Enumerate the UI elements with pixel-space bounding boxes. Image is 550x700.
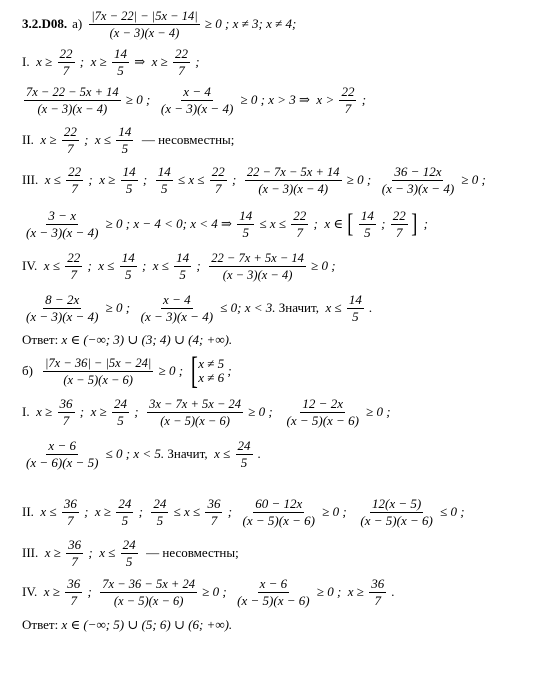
line-5 <box>22 206 542 242</box>
label-text: IV. <box>22 584 38 599</box>
label-text: Значит, <box>278 300 319 315</box>
fraction <box>391 209 408 240</box>
fraction-denominator: 5 <box>156 512 164 528</box>
fraction-numerator: 22 − 7x − 5x + 14 <box>246 164 340 179</box>
label-text: Значит, <box>167 446 208 461</box>
fraction <box>43 356 153 387</box>
fraction <box>147 397 243 428</box>
fraction-numerator: 36 <box>67 575 81 591</box>
fraction <box>66 165 83 196</box>
line-2 <box>22 82 542 118</box>
math-text: x ≥ <box>33 132 60 147</box>
fraction-numerator: 36 <box>59 395 73 411</box>
fraction <box>24 209 100 240</box>
fraction-numerator: 3x − 7x + 5x − 24 <box>149 396 242 411</box>
line-13 <box>22 536 542 570</box>
line-7 <box>22 290 542 326</box>
fraction <box>89 9 199 40</box>
fraction-denominator: (x − 6)(x − 5) <box>26 454 99 470</box>
fraction-denominator: (x − 5)(x − 6) <box>160 413 230 428</box>
fraction <box>151 497 168 528</box>
label-text: I. <box>22 54 30 69</box>
math-text: x ≥ <box>38 545 65 560</box>
line-15 <box>22 616 542 634</box>
fraction <box>62 125 79 156</box>
math-text: ≥ 0 ; x ≠ 3; x ≠ 4; <box>201 16 297 31</box>
math-text: ; x ≤ <box>84 258 118 273</box>
math-text: ≤ 0 ; <box>436 504 465 519</box>
fraction <box>112 397 129 428</box>
math-text: ; x ≥ <box>80 504 115 519</box>
fraction <box>205 497 222 528</box>
big-bracket: ] <box>411 209 418 238</box>
fraction-denominator: 5 <box>125 553 133 569</box>
fraction <box>112 47 129 78</box>
math-text: x ≥ <box>29 404 56 419</box>
fraction <box>285 397 361 428</box>
fraction-numerator: 36 − 12x <box>394 163 442 179</box>
math-text: ; <box>193 258 208 273</box>
math-text: ; x ≤ <box>85 545 119 560</box>
fraction-denominator: 7 <box>344 100 352 116</box>
part-b-label: б) <box>22 363 33 378</box>
fraction-denominator: 7 <box>70 592 77 608</box>
fraction-numerator: 8 − 2x <box>45 291 80 307</box>
fraction <box>173 47 190 78</box>
fraction-denominator: 5 <box>179 266 186 282</box>
fraction-numerator: 14 <box>239 207 253 223</box>
fraction <box>209 251 306 282</box>
fraction <box>359 209 376 240</box>
fraction-numerator: 14 <box>157 163 171 179</box>
fraction-numerator: 14 <box>348 291 362 307</box>
math-text: x ≤ <box>37 258 64 273</box>
fraction-denominator: 5 <box>352 308 359 324</box>
fraction <box>174 251 191 282</box>
fraction-numerator: 22 <box>341 83 355 99</box>
fraction-numerator: 24 <box>237 437 251 453</box>
fraction-denominator: 5 <box>242 224 249 240</box>
label-text: III. <box>22 172 39 187</box>
fraction-numerator: 14 <box>118 123 132 139</box>
fraction <box>121 538 138 569</box>
fraction <box>66 538 83 569</box>
fraction <box>235 577 311 608</box>
line-1 <box>22 46 542 78</box>
fraction <box>210 165 227 196</box>
math-text: ; <box>192 54 200 69</box>
fraction <box>58 397 75 428</box>
fraction <box>347 293 364 324</box>
math-text: x ∈ (−∞; 3) ∪ (3; 4) ∪ (4; +∞). <box>61 332 233 347</box>
fraction-denominator: (x − 5)(x − 6) <box>63 372 133 387</box>
math-text: ; <box>84 584 99 599</box>
system-row: x ≠ 6 <box>198 370 225 385</box>
math-text: ; <box>377 216 389 231</box>
fraction-numerator: 22 <box>392 207 406 223</box>
line-6 <box>22 248 542 284</box>
math-text: ; x ≥ <box>76 54 110 69</box>
fraction-denominator: (x − 5)(x − 6) <box>237 592 310 608</box>
line-3 <box>22 124 542 156</box>
label-text: II. <box>22 504 34 519</box>
fraction-denominator: (x − 3)(x − 4) <box>140 308 214 324</box>
fraction-denominator: 7 <box>71 180 78 196</box>
fraction-denominator: 7 <box>210 512 218 528</box>
label-text: — несовместны; <box>135 132 235 147</box>
math-text: ≥ 0 ; <box>458 172 486 187</box>
math-text: x ≥ <box>29 54 56 69</box>
line-10 <box>22 394 542 430</box>
fraction <box>380 165 456 196</box>
math-text: x ≤ <box>207 446 234 461</box>
math-text: ⇒ x ≥ <box>130 54 172 69</box>
fraction <box>291 209 308 240</box>
fraction-denominator: 5 <box>121 512 129 528</box>
fraction-denominator: 7 <box>374 592 381 608</box>
math-text: ≤ 0; x < 3. <box>217 300 279 315</box>
fraction <box>24 439 100 470</box>
math-text: ≤ x ≤ <box>174 172 208 187</box>
fraction-denominator: 5 <box>117 62 124 78</box>
fraction-denominator: 7 <box>396 224 403 240</box>
fraction-denominator: 5 <box>125 180 133 196</box>
fraction <box>121 165 138 196</box>
math-text: ≥ 0 ; x > 3 ⇒ x > <box>237 92 338 107</box>
fraction-denominator: (x − 3)(x − 4) <box>37 101 108 116</box>
math-text: ; <box>228 172 243 187</box>
fraction-numerator: 22 <box>63 123 77 139</box>
line-14 <box>22 574 542 610</box>
math-text: ≥ 0 ; <box>198 584 234 599</box>
fraction-denominator: (x − 3)(x − 4) <box>222 267 293 282</box>
label-text: I. <box>22 404 30 419</box>
fraction-denominator: (x − 3)(x − 4) <box>160 100 234 116</box>
math-text: ; x ≥ <box>76 404 110 419</box>
label-text: — несовместны; <box>139 545 239 560</box>
fraction-denominator: (x − 3)(x − 4) <box>26 224 99 240</box>
label-text: II. <box>22 132 34 147</box>
label-text: III. <box>22 545 39 560</box>
line-4 <box>22 162 542 198</box>
fraction-denominator: 7 <box>296 224 303 240</box>
line-9 <box>22 350 542 392</box>
fraction-numerator: x − 4 <box>183 83 211 99</box>
fraction-denominator: (x − 5)(x − 6) <box>242 512 315 528</box>
fraction-denominator: 5 <box>160 180 168 196</box>
fraction-numerator: 22 <box>293 207 307 223</box>
label-text: Ответ: <box>22 332 62 347</box>
fraction-denominator: (x − 5)(x − 6) <box>286 412 359 428</box>
fraction-denominator: (x − 3)(x − 4) <box>258 181 329 196</box>
math-text: ; x ∈ <box>310 216 347 231</box>
math-text: ; x ≤ <box>80 132 115 147</box>
fraction <box>120 251 137 282</box>
fraction-numerator: x − 6 <box>48 437 76 453</box>
fraction-denominator: 7 <box>67 512 74 528</box>
fraction <box>24 85 121 116</box>
fraction-numerator: 36 <box>207 495 221 511</box>
math-text: ; <box>130 404 146 419</box>
math-text: ≥ 0 ; <box>245 404 283 419</box>
fraction-numerator: 22 <box>211 163 225 179</box>
fraction-numerator: 24 <box>153 495 167 511</box>
condition-system <box>190 350 225 392</box>
math-text: ≥ 0 ; <box>122 92 157 107</box>
fraction-numerator: 36 <box>68 536 82 552</box>
fraction-numerator: |7x − 36| − |5x − 24| <box>44 355 152 370</box>
math-text: x ≥ <box>37 584 64 599</box>
math-text: x ≤ <box>318 300 345 315</box>
math-text: ≤ x ≤ <box>170 504 204 519</box>
fraction-denominator: 5 <box>364 224 371 240</box>
fraction <box>358 497 434 528</box>
math-text: x ∈ (−∞; 5) ∪ (5; 6) ∪ (6; +∞). <box>61 617 233 632</box>
fraction <box>62 497 79 528</box>
line-0 <box>22 6 542 42</box>
fraction-numerator: 14 <box>176 249 190 265</box>
math-text: ≥ 0 ; <box>362 404 391 419</box>
line-11 <box>22 436 542 472</box>
math-text: ≥ 0 ; <box>155 363 190 378</box>
math-text: . <box>254 446 261 461</box>
fraction-denominator: (x − 3)(x − 4) <box>109 25 180 40</box>
fraction-denominator: 7 <box>71 553 78 569</box>
fraction-numerator: 14 <box>113 45 127 61</box>
math-text: ≥ 0 ; x − 4 < 0; x < 4 ⇒ <box>102 216 236 231</box>
math-text: x ≤ <box>38 172 65 187</box>
fraction-denominator: 7 <box>67 140 74 156</box>
math-text: ; x ≥ <box>85 172 119 187</box>
fraction <box>237 209 254 240</box>
math-text: ; <box>420 216 429 231</box>
fraction <box>116 125 133 156</box>
fraction <box>65 251 82 282</box>
math-text: . <box>365 300 373 315</box>
fraction <box>58 47 75 78</box>
fraction <box>116 497 133 528</box>
line-8 <box>22 331 542 349</box>
fraction-denominator: 5 <box>121 140 129 156</box>
math-text: ≤ x ≤ <box>256 216 290 231</box>
problem-id: 3.2.D08. <box>22 16 68 31</box>
math-text: ≥ 0 ; <box>307 258 336 273</box>
math-text: ≥ 0 ; x ≥ <box>313 584 368 599</box>
fraction <box>156 165 173 196</box>
fraction-denominator: (x − 5)(x − 6) <box>360 512 433 528</box>
math-text: x ≤ <box>33 504 60 519</box>
math-text: ; x ≤ <box>138 258 173 273</box>
math-text: ≤ 0 ; x < 5. <box>102 446 168 461</box>
fraction-denominator: (x − 3)(x − 4) <box>26 308 99 324</box>
fraction <box>139 293 215 324</box>
fraction <box>339 85 356 116</box>
fraction-numerator: 12(x − 5) <box>372 495 422 511</box>
math-text: ≥ 0 ; <box>102 300 137 315</box>
math-text: ; <box>135 504 150 519</box>
fraction-numerator: 36 <box>371 575 385 591</box>
fraction-numerator: 24 <box>113 395 127 411</box>
system-bracket: [ <box>190 350 198 392</box>
fraction-denominator: 7 <box>62 412 70 428</box>
fraction <box>65 577 82 608</box>
fraction-denominator: 7 <box>70 266 77 282</box>
fraction-denominator: 7 <box>178 62 185 78</box>
fraction-denominator: 5 <box>117 412 124 428</box>
fraction-denominator: (x − 3)(x − 4) <box>381 180 455 196</box>
fraction-numerator: 14 <box>360 207 374 223</box>
fraction-numerator: 36 <box>63 495 77 511</box>
math-text: ; <box>224 363 232 378</box>
math-text: ; <box>224 504 239 519</box>
fraction-numerator: 22 <box>68 163 82 179</box>
fraction-numerator: 7x − 22 − 5x + 14 <box>26 84 119 99</box>
math-text: ≥ 0 ; <box>343 172 378 187</box>
fraction-numerator: 24 <box>118 495 132 511</box>
fraction-denominator: (x − 5)(x − 6) <box>113 593 184 608</box>
fraction-numerator: 3 − x <box>48 207 76 223</box>
fraction <box>245 165 342 196</box>
fraction-numerator: 60 − 12x <box>255 495 303 511</box>
fraction-numerator: 22 <box>59 45 73 61</box>
part-a-label: а) <box>72 16 83 31</box>
fraction <box>241 497 317 528</box>
fraction-numerator: 24 <box>122 536 136 552</box>
math-text: ; <box>139 172 154 187</box>
fraction-denominator: 7 <box>62 62 70 78</box>
fraction-numerator: 22 − 7x + 5x − 14 <box>211 250 304 265</box>
system-row: x ≠ 5 <box>198 356 225 371</box>
fraction-numerator: 14 <box>121 249 135 265</box>
fraction-numerator: 12 − 2x <box>302 395 343 411</box>
fraction <box>369 577 386 608</box>
fraction-denominator: 5 <box>240 454 248 470</box>
fraction-denominator: 5 <box>124 266 132 282</box>
fraction-numerator: x − 6 <box>259 575 288 591</box>
big-bracket: [ <box>347 209 354 238</box>
math-text: . <box>388 584 395 599</box>
math-text: ≥ 0 ; <box>318 504 357 519</box>
fraction-denominator: 7 <box>215 180 222 196</box>
fraction <box>236 439 253 470</box>
fraction <box>24 293 100 324</box>
fraction-numerator: 14 <box>122 163 136 179</box>
label-text: IV. <box>22 258 38 273</box>
fraction-numerator: 22 <box>175 45 189 61</box>
label-text: Ответ: <box>22 617 62 632</box>
math-text: ; <box>358 92 367 107</box>
fraction <box>159 85 235 116</box>
fraction-numerator: 7x − 36 − 5x + 24 <box>102 576 195 591</box>
fraction-numerator: 22 <box>67 249 81 265</box>
fraction-numerator: |7x − 22| − |5x − 14| <box>91 8 198 23</box>
line-12 <box>22 494 542 530</box>
fraction-numerator: x − 4 <box>163 291 191 307</box>
fraction <box>100 577 197 608</box>
